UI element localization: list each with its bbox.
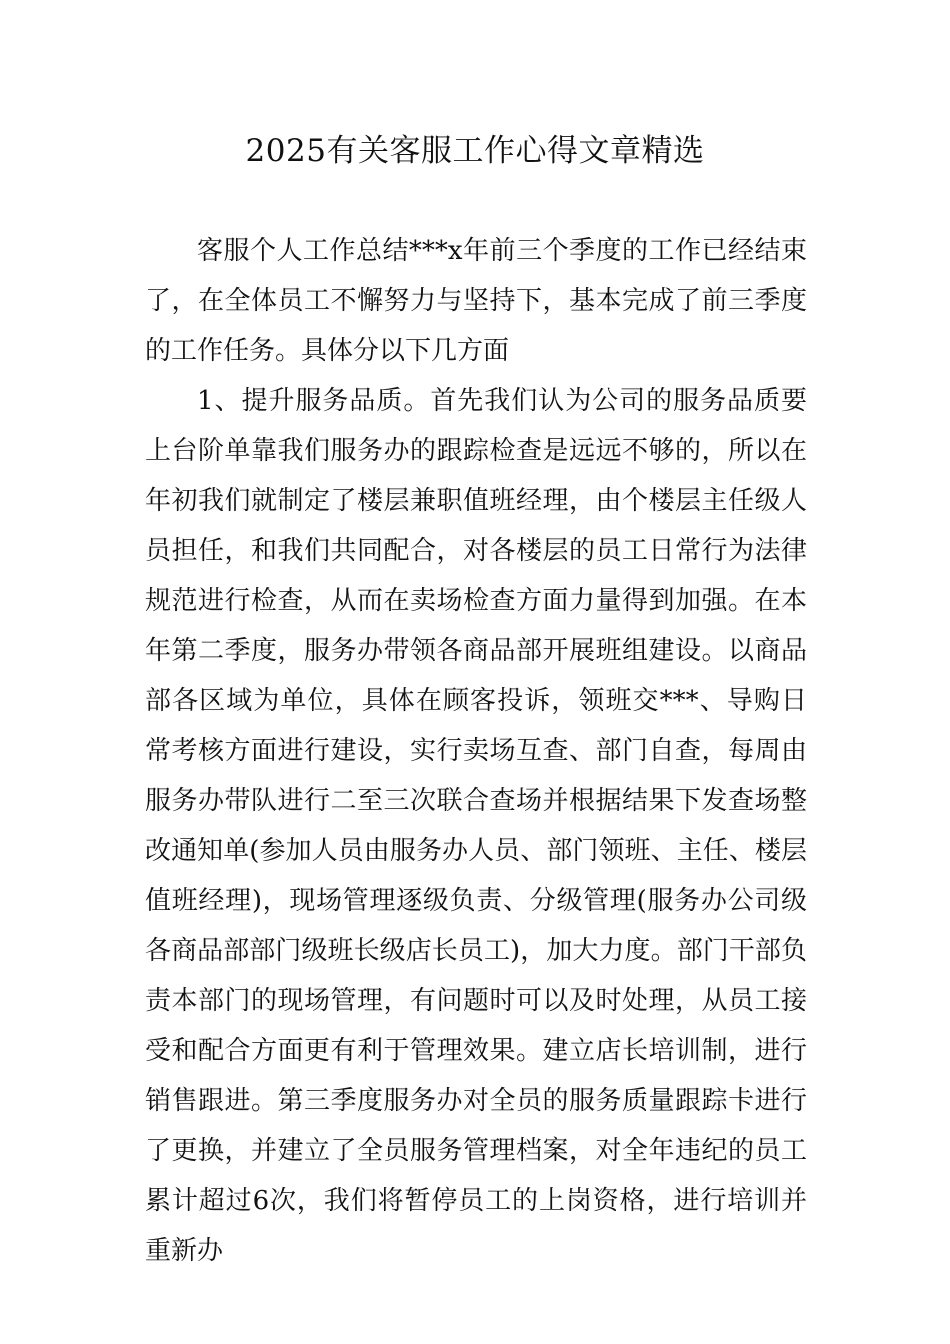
- paragraph-intro: 客服个人工作总结***x年前三个季度的工作已经结束了，在全体员工不懈努力与坚持下，基本完成了前三季度的工作任务。具体分以下几方面: [145, 236, 807, 366]
- paragraph-service-quality: 1、提升服务品质。首先我们认为公司的服务品质要上台阶单靠我们服务办的跟踪检查是远远不够的，所以在年初我们就制定了楼层兼职值班经理，由个楼层主任级人员担任，和我们共同配合，对各楼层的员工日常行为法律规范进行检查，从而在卖场检查方面力量得到加强。在本年第二季度，服务办带领各商品部开展班组建设。以商品部各区域为单位，具体在顾客投诉，领班交***、导购日常考核方面进行建设，实行卖场互查、部门自查，每周由服务办带队进行二至三次联合查场并根据结果下发查场整改通知单(参加人员由服务办人员、部门领班、主任、楼层值班经理)，现场管理逐级负责、分级管理(服务办公司级各商品部部门级班长级店长员工)，加大力度。部门干部负责本部门的现场管理，有问题时可以及时处理，从员工接受和配合方面更有利于管理效果。建立店长培训制，进行销售跟进。第三季度服务办对全员的服务质量跟踪卡进行了更换，并建立了全员服务管理档案，对全年违纪的员工累计超过6次，我们将暂停员工的上岗资格，进行培训并重新办: [145, 386, 807, 1266]
- document-title: 2025有关客服工作心得文章精选: [245, 133, 705, 169]
- document-body: [145, 226, 807, 1276]
